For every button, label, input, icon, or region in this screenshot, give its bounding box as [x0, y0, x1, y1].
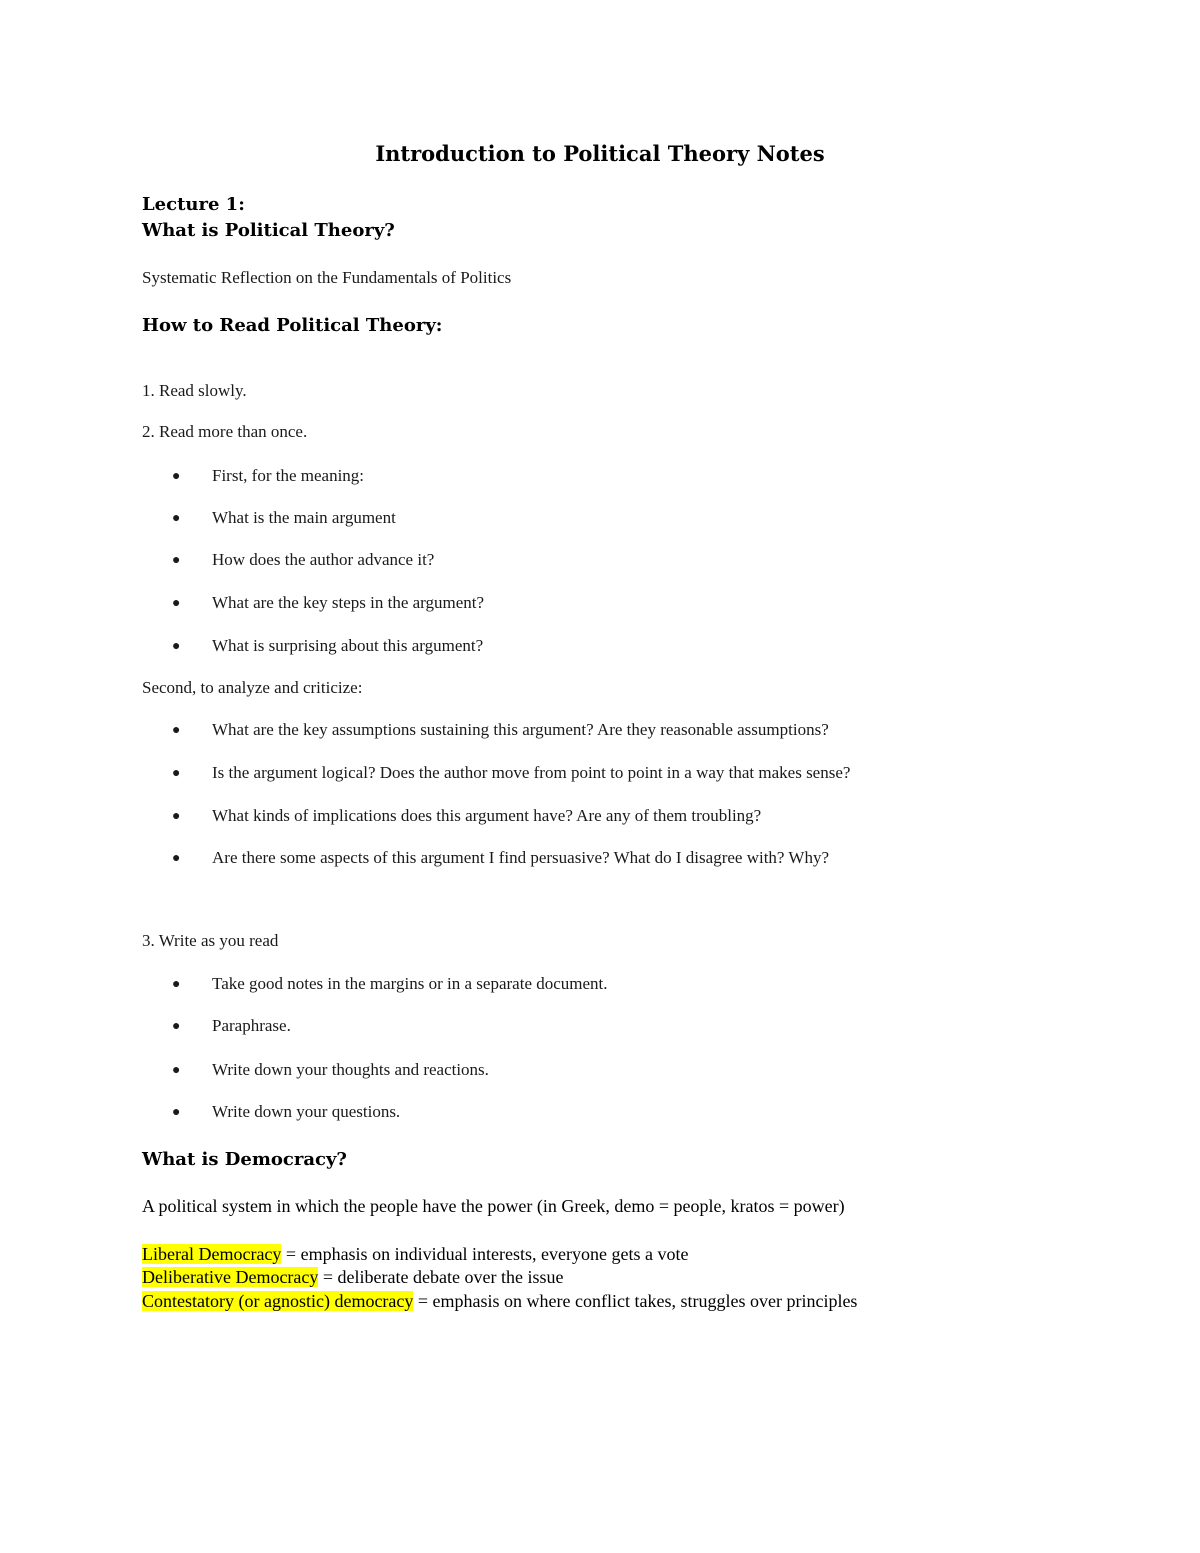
- how-to-read-heading: How to Read Political Theory:: [142, 315, 443, 336]
- bullet-icon: ●: [172, 1019, 181, 1034]
- bullet-icon: ●: [172, 1105, 181, 1120]
- list-item: ● What are the key steps in the argument?: [172, 593, 485, 612]
- bullet-icon: ●: [172, 766, 181, 781]
- democracy-type-liberal: Liberal Democracy = emphasis on individual interests, everyone gets a vote: [142, 1244, 689, 1264]
- bullet-icon: ●: [172, 596, 181, 611]
- bullet-icon: ●: [172, 639, 181, 654]
- democracy-heading: What is Democracy?: [142, 1149, 347, 1170]
- democracy-type-deliberative: Deliberative Democracy = deliberate debate over the issue: [142, 1267, 564, 1287]
- bullet-icon: ●: [172, 1063, 181, 1078]
- bullet-icon: ●: [172, 977, 181, 992]
- step-1: 1. Read slowly.: [142, 381, 247, 400]
- list-item: ● Are there some aspects of this argument I find persuasive? What do I disagree with? Why?: [172, 848, 829, 867]
- list-item: ● Is the argument logical? Does the author move from point to point in a way that makes sense?: [172, 763, 851, 782]
- list-item: ● Take good notes in the margins or in a separate document.: [172, 974, 608, 993]
- lecture-definition: Systematic Reflection on the Fundamentals of Politics: [142, 268, 512, 287]
- step-3: 3. Write as you read: [142, 931, 279, 950]
- bullet-icon: ●: [172, 723, 181, 738]
- second-pass-label: Second, to analyze and criticize:: [142, 678, 363, 697]
- democracy-type-contestatory: Contestatory (or agnostic) democracy = emphasis on where conflict takes, struggles over principles: [142, 1291, 858, 1311]
- highlighted-term: Deliberative Democracy: [142, 1267, 319, 1287]
- bullet-icon: ●: [172, 511, 181, 526]
- page-title: Introduction to Political Theory Notes: [375, 141, 825, 166]
- bullet-icon: ●: [172, 469, 181, 484]
- list-item: ● First, for the meaning:: [172, 466, 365, 485]
- list-item: ● What kinds of implications does this argument have? Are any of them troubling?: [172, 806, 762, 825]
- list-item: ● Paraphrase.: [172, 1016, 291, 1035]
- list-item: ● How does the author advance it?: [172, 550, 435, 569]
- bullet-icon: ●: [172, 809, 181, 824]
- democracy-definition: A political system in which the people have the power (in Greek, demo = people, kratos = power): [142, 1196, 845, 1216]
- bullet-icon: ●: [172, 553, 181, 568]
- step-2: 2. Read more than once.: [142, 422, 308, 441]
- list-item: ● What is surprising about this argument?: [172, 636, 484, 655]
- list-item: ● Write down your thoughts and reactions.: [172, 1060, 489, 1079]
- lecture-label: Lecture 1:: [142, 194, 245, 215]
- highlighted-term: Liberal Democracy: [142, 1244, 282, 1264]
- list-item: ● What is the main argument: [172, 508, 396, 527]
- highlighted-term: Contestatory (or agnostic) democracy: [142, 1291, 414, 1311]
- list-item: ● Write down your questions.: [172, 1102, 401, 1121]
- bullet-icon: ●: [172, 851, 181, 866]
- list-item: ● What are the key assumptions sustaining this argument? Are they reasonable assumptions?: [172, 720, 829, 739]
- lecture-question: What is Political Theory?: [142, 220, 395, 241]
